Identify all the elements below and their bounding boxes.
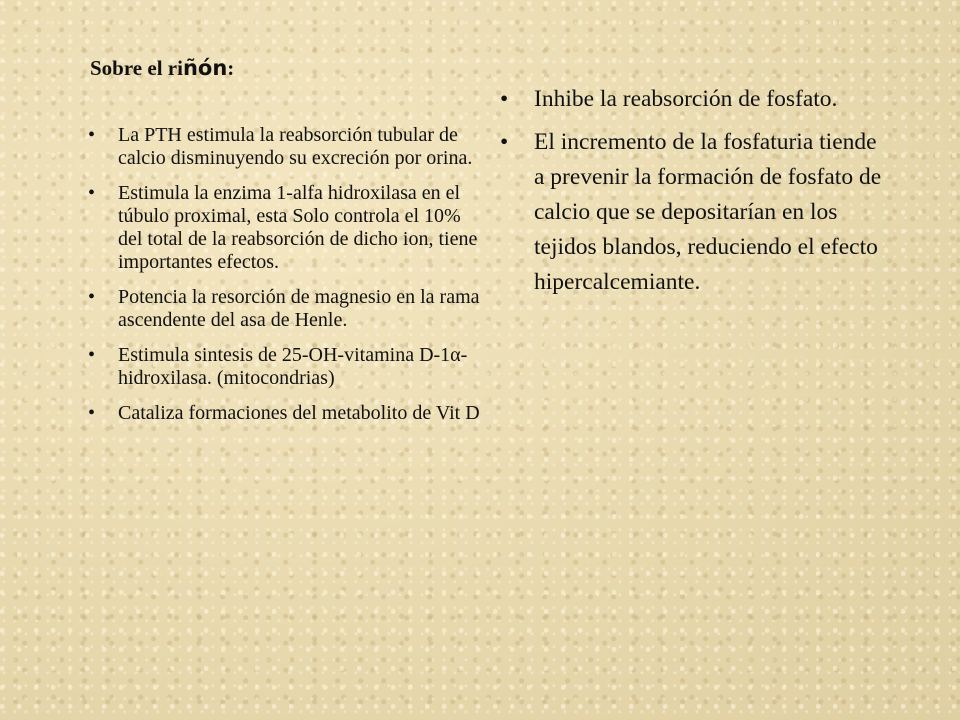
bullet-icon: •	[88, 286, 96, 308]
list-item-text: Estimula la enzima 1-alfa hidroxilasa en el túbulo proximal, esta Solo controla el 10% del total de la reabsorción de dicho ion, tiene importantes efectos.	[118, 182, 478, 273]
list-item	[88, 402, 480, 425]
heading-prefix: Sobre el ri	[90, 56, 183, 80]
list-item-text: Inhibe la reabsorción de fosfato.	[534, 86, 838, 112]
list-item	[500, 125, 890, 300]
bullet-icon: •	[88, 182, 96, 204]
heading-accented: ñón	[182, 56, 228, 80]
list-item-text: La PTH estimula la reabsorción tubular de calcio disminuyendo su excreción por orina.	[118, 124, 473, 169]
list-item	[88, 344, 480, 390]
list-item-text: Estimula sintesis de 25-OH-vitamina D-1α-hidroxilasa. (mitocondrias)	[118, 344, 468, 389]
list-item	[500, 82, 890, 117]
bullet-icon: •	[88, 344, 96, 366]
bullet-icon: •	[88, 402, 96, 424]
right-bullet-list	[500, 82, 890, 308]
bullet-icon: •	[500, 86, 509, 112]
bullet-icon: •	[88, 124, 96, 146]
list-item	[88, 182, 480, 274]
list-item-text: Cataliza formaciones del metabolito de Vit D	[118, 402, 480, 424]
bullet-icon: •	[500, 129, 509, 155]
list-item-text: Potencia la resorción de magnesio en la rama ascendente del asa de Henle.	[118, 286, 480, 331]
list-item-text: El incremento de la fosfaturia tiende a prevenir la formación de fosfato de calcio que se depositarían en los tejidos blandos, reduciendo el efecto hipercalcemiante.	[534, 129, 882, 295]
slide-heading	[90, 56, 234, 81]
left-bullet-list	[88, 124, 480, 437]
list-item	[88, 124, 480, 170]
list-item	[88, 286, 480, 332]
heading-suffix: :	[227, 56, 235, 80]
